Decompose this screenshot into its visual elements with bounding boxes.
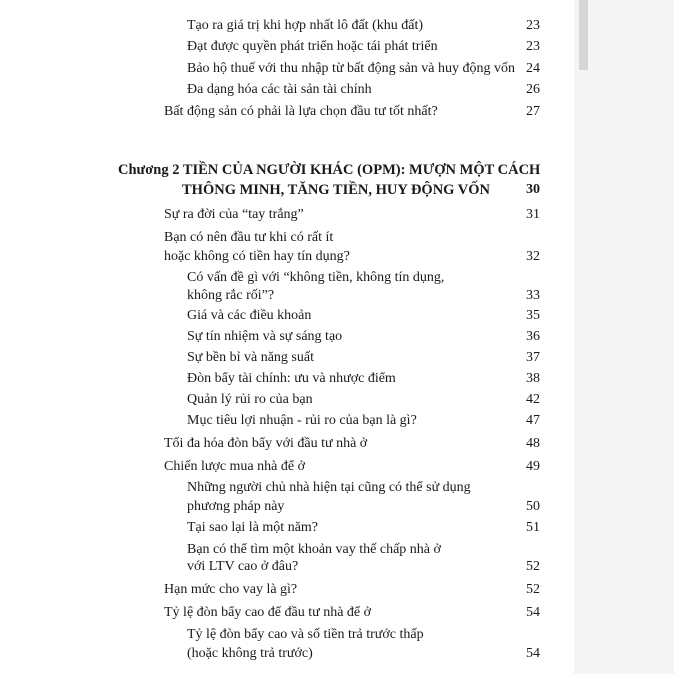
toc-entry-text: Giá và các điều khoản (187, 308, 312, 323)
page-edge (574, 0, 674, 674)
toc-entry-text: không rắc rối”? (187, 288, 275, 303)
toc-entry-text: phương pháp này (187, 499, 285, 514)
toc-entry-text: Đạt được quyền phát triển hoặc tái phát triển (187, 39, 438, 54)
toc-entry-text: (hoặc không trả trước) (187, 646, 313, 661)
toc-entry-page: 37 (526, 350, 540, 365)
toc-entry-text: với LTV cao ở đâu? (187, 559, 299, 574)
toc-entry-text: Sự tín nhiệm và sự sáng tạo (187, 329, 343, 344)
toc-entry-text: Mục tiêu lợi nhuận - rủi ro của bạn là gì? (187, 413, 417, 428)
toc-entry-page: 35 (526, 308, 540, 323)
toc-entry-page: 51 (526, 520, 540, 535)
toc-entry-text: Sự ra đời của “tay trắng” (164, 207, 304, 222)
toc-entry-page: 42 (526, 392, 540, 407)
toc-entry-text: Tại sao lại là một năm? (187, 520, 319, 535)
toc-entry-text: Bảo hộ thuế với thu nhập từ bất động sản và huy động vốn (187, 61, 516, 76)
toc-entry-page: 47 (526, 413, 540, 428)
toc-entry-page: 52 (526, 582, 540, 597)
toc-entry-text: Bạn có thể tìm một khoản vay thế chấp nhà ở (187, 542, 441, 557)
toc-entry-text: Những người chủ nhà hiện tại cũng có thể sử dụng (187, 480, 471, 495)
toc-entry-page: 32 (526, 249, 540, 264)
toc-entry-page: 31 (526, 207, 540, 222)
toc-entry-page: 54 (526, 646, 540, 661)
toc-entry-page: 33 (526, 288, 540, 303)
toc-entry-page: 27 (526, 104, 540, 119)
toc-entry-text: Tối đa hóa đòn bẩy với đầu tư nhà ở (164, 436, 368, 451)
chapter-heading-line2: THÔNG MINH, TĂNG TIỀN, HUY ĐỘNG VỐN (182, 182, 491, 198)
toc-entry-page: 54 (526, 605, 540, 620)
toc-entry-text: Đòn bẩy tài chính: ưu và nhược điểm (187, 371, 396, 386)
toc-entry-text: Hạn mức cho vay là gì? (164, 582, 298, 597)
chapter-heading-line1: Chương 2 TIỀN CỦA NGƯỜI KHÁC (OPM): MƯỢN MỘT CÁCH (118, 162, 541, 178)
toc-entry-text: Sự bền bỉ và năng suất (187, 350, 314, 365)
toc-entry-page: 26 (526, 82, 540, 97)
toc-entry-page: 52 (526, 559, 540, 574)
toc-entry-text: hoặc không có tiền hay tín dụng? (164, 249, 350, 264)
chapter-page: 30 (526, 182, 540, 197)
toc-entry-text: Tỷ lệ đòn bẩy cao và số tiền trả trước thấp (187, 627, 424, 642)
toc-entry-text: Bất động sản có phải là lựa chọn đầu tư tốt nhất? (164, 104, 438, 119)
toc-entry-page: 24 (526, 61, 540, 76)
toc-entry-text: Chiến lược mua nhà để ở (164, 459, 305, 474)
toc-entry-text: Có vấn đề gì với “không tiền, không tín dụng, (187, 270, 445, 285)
scrollbar-thumb[interactable] (579, 0, 588, 70)
toc-entry-text: Quản lý rủi ro của bạn (187, 392, 313, 407)
toc-entry-page: 36 (526, 329, 540, 344)
toc-entry-page: 23 (526, 18, 540, 33)
toc-entry-page: 49 (526, 459, 540, 474)
toc-entry-page: 38 (526, 371, 540, 386)
toc-entry-page: 23 (526, 39, 540, 54)
toc-entry-text: Tạo ra giá trị khi hợp nhất lô đất (khu đất) (187, 18, 424, 33)
toc-entry-text: Tỷ lệ đòn bẩy cao để đầu tư nhà để ở (164, 605, 372, 620)
toc-entry-text: Bạn có nên đầu tư khi có rất ít (164, 230, 334, 245)
toc-entry-text: Đa dạng hóa các tài sản tài chính (187, 82, 372, 97)
toc-entry-page: 48 (526, 436, 540, 451)
toc-entry-page: 50 (526, 499, 540, 514)
